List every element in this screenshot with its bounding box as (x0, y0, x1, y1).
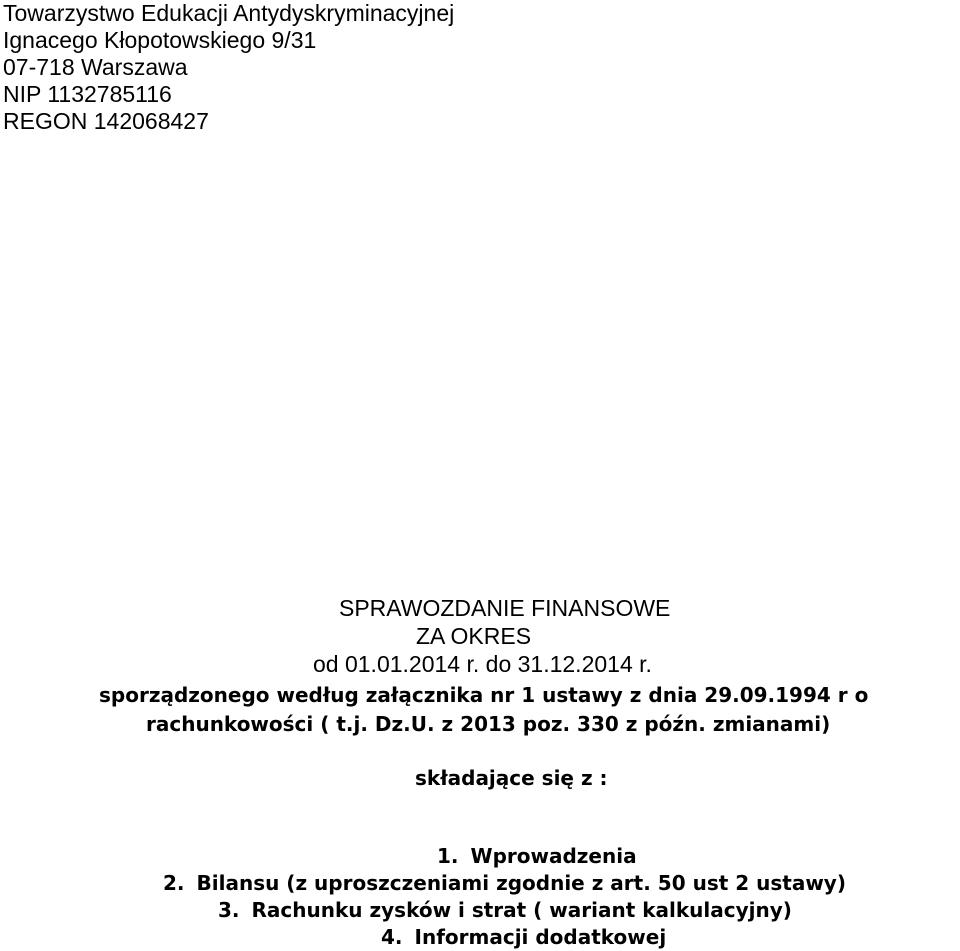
list-item (381, 925, 666, 949)
list-item-label: Informacji dodatkowej (414, 925, 667, 949)
composition-label: składające się z : (415, 766, 608, 790)
list-item-number: 4. (381, 925, 403, 949)
organization-nip: NIP 1132785116 (3, 81, 172, 107)
list-item (218, 898, 792, 922)
list-item (437, 844, 637, 868)
list-item-number: 2. (163, 871, 185, 895)
organization-regon: REGON 142068427 (3, 108, 209, 134)
list-item-number: 1. (437, 844, 459, 868)
report-period: od 01.01.2014 r. do 31.12.2014 r. (313, 651, 652, 677)
organization-name: Towarzystwo Edukacji Antydyskryminacyjnej (3, 0, 455, 26)
organization-street: Ignacego Kłopotowskiego 9/31 (3, 27, 317, 53)
organization-header (3, 0, 454, 135)
report-title: SPRAWOZDANIE FINANSOWE (339, 595, 671, 621)
list-item-label: Bilansu (z uproszczeniami zgodnie z art. 50 ust 2 ustawy) (196, 871, 846, 895)
report-basis-line-1: sporządzonego według załącznika nr 1 ustawy z dnia 29.09.1994 r o (99, 683, 869, 707)
report-basis-line-2: rachunkowości ( t.j. Dz.U. z 2013 poz. 330 z późn. zmianami) (146, 712, 831, 736)
organization-city: 07-718 Warszawa (3, 54, 188, 80)
list-item-label: Rachunku zysków i strat ( wariant kalkulacyjny) (251, 898, 792, 922)
report-subtitle: ZA OKRES (416, 623, 532, 649)
list-item (163, 871, 846, 895)
list-item-number: 3. (218, 898, 240, 922)
list-item-label: Wprowadzenia (470, 844, 637, 868)
